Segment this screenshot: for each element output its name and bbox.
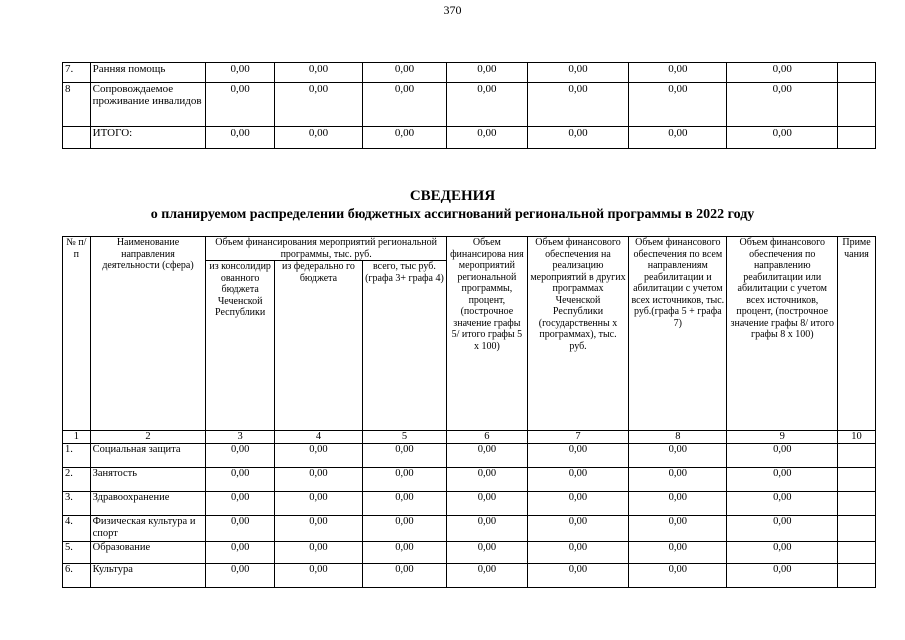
value-cell: 0,00 bbox=[629, 63, 727, 83]
column-number: 8 bbox=[629, 431, 727, 444]
header-num: № п/п bbox=[63, 237, 91, 431]
value-cell: 0,00 bbox=[446, 516, 527, 542]
value-cell: 0,00 bbox=[362, 468, 446, 492]
column-number: 10 bbox=[838, 431, 876, 444]
row-number: 7. bbox=[63, 63, 91, 83]
note-cell bbox=[838, 516, 876, 542]
value-cell: 0,00 bbox=[274, 542, 362, 564]
value-cell: 0,00 bbox=[629, 444, 727, 468]
value-cell: 0,00 bbox=[206, 516, 275, 542]
table-row bbox=[63, 468, 876, 492]
value-cell: 0,00 bbox=[629, 127, 727, 149]
value-cell: 0,00 bbox=[446, 542, 527, 564]
column-number: 7 bbox=[527, 431, 628, 444]
value-cell: 0,00 bbox=[206, 444, 275, 468]
row-name: ИТОГО: bbox=[90, 127, 206, 149]
row-name: Физическая культура и спорт bbox=[90, 516, 206, 542]
value-cell: 0,00 bbox=[362, 444, 446, 468]
value-cell: 0,00 bbox=[274, 127, 362, 149]
column-number-row bbox=[63, 431, 876, 444]
column-number: 9 bbox=[727, 431, 838, 444]
value-cell: 0,00 bbox=[362, 63, 446, 83]
value-cell: 0,00 bbox=[629, 83, 727, 127]
table-row bbox=[63, 63, 876, 83]
column-number: 2 bbox=[90, 431, 206, 444]
row-number: 6. bbox=[63, 564, 91, 588]
summary-table-top bbox=[62, 62, 876, 149]
row-number: 4. bbox=[63, 516, 91, 542]
value-cell: 0,00 bbox=[727, 492, 838, 516]
row-number: 1. bbox=[63, 444, 91, 468]
row-number: 3. bbox=[63, 492, 91, 516]
header-col9: Объем финансового обеспечения по направлению реабилитации или абилитации с учетом всех источников, процент, (построчное значение графы 8/ итого графы 8 х 100) bbox=[727, 237, 838, 431]
note-cell bbox=[838, 564, 876, 588]
table-row bbox=[63, 564, 876, 588]
value-cell: 0,00 bbox=[446, 127, 527, 149]
value-cell: 0,00 bbox=[206, 468, 275, 492]
value-cell: 0,00 bbox=[206, 63, 275, 83]
value-cell: 0,00 bbox=[527, 516, 628, 542]
value-cell: 0,00 bbox=[274, 516, 362, 542]
value-cell: 0,00 bbox=[446, 468, 527, 492]
value-cell: 0,00 bbox=[446, 564, 527, 588]
note-cell bbox=[838, 127, 876, 149]
note-cell bbox=[838, 468, 876, 492]
value-cell: 0,00 bbox=[274, 492, 362, 516]
header-sub-regional: из консолидир ованного бюджета Чеченской Республики bbox=[206, 261, 275, 431]
value-cell: 0,00 bbox=[527, 492, 628, 516]
row-number: 5. bbox=[63, 542, 91, 564]
table-row bbox=[63, 492, 876, 516]
value-cell: 0,00 bbox=[274, 564, 362, 588]
value-cell: 0,00 bbox=[446, 444, 527, 468]
value-cell: 0,00 bbox=[206, 542, 275, 564]
value-cell: 0,00 bbox=[727, 63, 838, 83]
budget-allocation-table bbox=[62, 236, 876, 588]
value-cell: 0,00 bbox=[629, 468, 727, 492]
note-cell bbox=[838, 83, 876, 127]
value-cell: 0,00 bbox=[727, 542, 838, 564]
value-cell: 0,00 bbox=[527, 444, 628, 468]
header-name: Наименование направления деятельности (сфера) bbox=[90, 237, 206, 431]
value-cell: 0,00 bbox=[629, 542, 727, 564]
row-number: 8 bbox=[63, 83, 91, 127]
value-cell: 0,00 bbox=[727, 468, 838, 492]
value-cell: 0,00 bbox=[527, 542, 628, 564]
header-col10: Приме чания bbox=[838, 237, 876, 431]
document-subtitle: о планируемом распределении бюджетных ассигнований региональной программы в 2022 году bbox=[150, 207, 755, 222]
table-row bbox=[63, 542, 876, 564]
value-cell: 0,00 bbox=[362, 83, 446, 127]
column-number: 4 bbox=[274, 431, 362, 444]
value-cell: 0,00 bbox=[727, 444, 838, 468]
row-name: Ранняя помощь bbox=[90, 63, 206, 83]
row-name: Здравоохранение bbox=[90, 492, 206, 516]
column-number: 1 bbox=[63, 431, 91, 444]
note-cell bbox=[838, 444, 876, 468]
row-number: 2. bbox=[63, 468, 91, 492]
row-name: Образование bbox=[90, 542, 206, 564]
value-cell: 0,00 bbox=[274, 444, 362, 468]
value-cell: 0,00 bbox=[527, 127, 628, 149]
value-cell: 0,00 bbox=[727, 516, 838, 542]
table-row bbox=[63, 516, 876, 542]
value-cell: 0,00 bbox=[274, 83, 362, 127]
value-cell: 0,00 bbox=[362, 516, 446, 542]
row-name: Сопровождаемое проживание инвалидов bbox=[90, 83, 206, 127]
value-cell: 0,00 bbox=[727, 564, 838, 588]
value-cell: 0,00 bbox=[206, 127, 275, 149]
header-sub-total: всего, тыс руб. (графа 3+ графа 4) bbox=[362, 261, 446, 431]
value-cell: 0,00 bbox=[206, 564, 275, 588]
note-cell bbox=[838, 542, 876, 564]
row-number bbox=[63, 127, 91, 149]
value-cell: 0,00 bbox=[727, 83, 838, 127]
value-cell: 0,00 bbox=[527, 564, 628, 588]
value-cell: 0,00 bbox=[206, 83, 275, 127]
column-number: 3 bbox=[206, 431, 275, 444]
value-cell: 0,00 bbox=[362, 542, 446, 564]
note-cell bbox=[838, 492, 876, 516]
row-name: Культура bbox=[90, 564, 206, 588]
row-name: Занятость bbox=[90, 468, 206, 492]
header-col7: Объем финансового обеспечения на реализацию мероприятий в других программах Чеченской Республики (государственны х программах), тыс. руб. bbox=[527, 237, 628, 431]
value-cell: 0,00 bbox=[527, 468, 628, 492]
value-cell: 0,00 bbox=[362, 492, 446, 516]
table-row bbox=[63, 83, 876, 127]
document-title: СВЕДЕНИЯ bbox=[409, 188, 496, 204]
value-cell: 0,00 bbox=[527, 83, 628, 127]
value-cell: 0,00 bbox=[274, 468, 362, 492]
header-row bbox=[63, 237, 876, 261]
value-cell: 0,00 bbox=[274, 63, 362, 83]
value-cell: 0,00 bbox=[206, 492, 275, 516]
value-cell: 0,00 bbox=[629, 564, 727, 588]
value-cell: 0,00 bbox=[527, 63, 628, 83]
table-row bbox=[63, 127, 876, 149]
note-cell bbox=[838, 63, 876, 83]
header-sub-federal: из федерально го бюджета bbox=[274, 261, 362, 431]
column-number: 6 bbox=[446, 431, 527, 444]
page-number: 370 bbox=[443, 3, 462, 17]
value-cell: 0,00 bbox=[362, 564, 446, 588]
column-number: 5 bbox=[362, 431, 446, 444]
header-col6: Объем финансирова ния мероприятий региональной программы, процент, (построчное значение графы 5/ итого графы 5 х 100) bbox=[446, 237, 527, 431]
value-cell: 0,00 bbox=[362, 127, 446, 149]
value-cell: 0,00 bbox=[629, 516, 727, 542]
value-cell: 0,00 bbox=[727, 127, 838, 149]
value-cell: 0,00 bbox=[629, 492, 727, 516]
value-cell: 0,00 bbox=[446, 492, 527, 516]
header-col8: Объем финансового обеспечения по всем направлениям реабилитации и абилитации с учетом всех источников, тыс. руб.(графа 5 + графа 7) bbox=[629, 237, 727, 431]
table-row bbox=[63, 444, 876, 468]
row-name: Социальная защита bbox=[90, 444, 206, 468]
value-cell: 0,00 bbox=[446, 63, 527, 83]
value-cell: 0,00 bbox=[446, 83, 527, 127]
header-funding-group: Объем финансирования мероприятий региональной программы, тыс. руб. bbox=[206, 237, 447, 261]
